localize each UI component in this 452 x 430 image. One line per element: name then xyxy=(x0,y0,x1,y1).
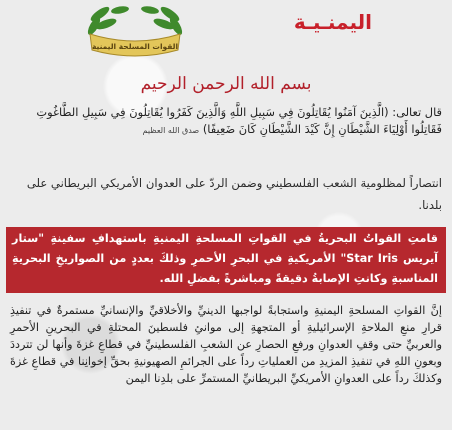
highlight-text: قامتِ القواتُ البحريةُ في القواتِ المسلحةِ اليمنيةِ باستهدافِ سفينةِ "ستار آيريس Star Iris" الأمريكيةِ في البحرِ الأحمرِ وذلكَ بعددٍ من الصواريخِ البحريةِ المناسبةِ وكانتِ الإصابةُ دقيقةً ومباشرةً بفضلِ الله. xyxy=(12,232,438,285)
verse-line-1: قال تعالى: (الَّذِينَ آمَنُوا يُقَاتِلُونَ فِي سَبِيلِ اللَّهِ وَالَّذِينَ كَفَرُوا يُقَاتِلُونَ فِي سَبِيلِ الطَّاغُوتِ xyxy=(36,105,442,119)
emblem-caption: القوات المسلحة اليمنية xyxy=(91,42,179,51)
highlight-box xyxy=(6,227,446,293)
intro-paragraph: انتصاراً لمظلومية الشعب الفلسطيني وضمن الردّ على العدوان الأمريكي البريطاني على بلدنا. xyxy=(26,176,442,212)
body-paragraph: إنَّ القواتِ المسلحةِ اليمنيةِ واستجابةً لواجبها الدينيِّ والأخلاقيِّ والإنسانيِّ مستمرةٌ في تنفيذِ قرارِ منعِ الملاحةِ الإسرائيليةِ أو المتجهةِ إلى موانئِ فلسطينَ المحتلةِ في البحرينِ الأحمرِ والعربيِّ حتى وقفِ العدوانِ ورفعِ الحصارِ عن الشعبِ الفلسطينيِّ في قطاعِ غزةَ وأنها لن تترددَ وبعونِ اللهِ في تنفيذِ المزيدِ من العملياتِ رداً على الجرائمِ الصهيونيةِ بحقِّ إخوانِنا في قطاعِ غزةَ وكذلكَ رداً على العدوانِ الأمريكيِّ البريطانيِّ المستمرِّ على بلدِنا اليمن xyxy=(10,304,442,385)
header xyxy=(0,0,452,64)
basmala: بسم الله الرحمن الرحيم xyxy=(140,74,312,94)
verse-line-2 xyxy=(10,121,442,139)
armed-forces-emblem-icon xyxy=(80,0,190,58)
header-title-word: اليمنـيـة xyxy=(293,10,372,34)
quran-verse xyxy=(10,104,442,139)
verse-line-2-text: فَقَاتِلُوا أَوْلِيَاءَ الشَّيْطَانِ إِنَّ كَيْدَ الشَّيْطَانِ كَانَ ضَعِيفًا) xyxy=(202,122,442,136)
verse-source: صدق الله العظيم xyxy=(142,126,200,135)
